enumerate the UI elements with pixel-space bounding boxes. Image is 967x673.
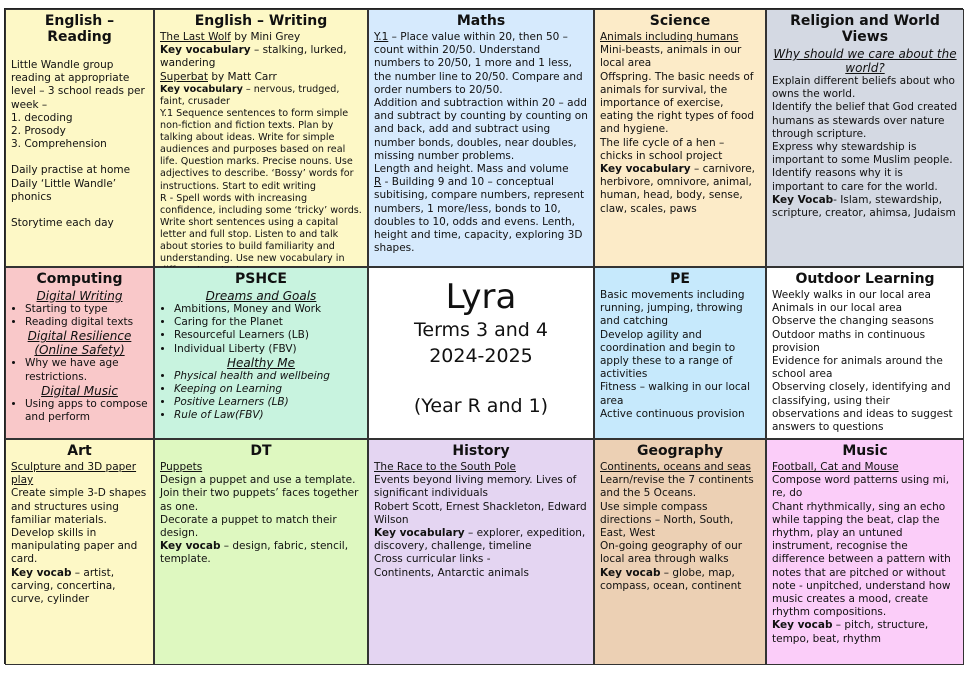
outdoor-learning-cell <box>766 267 964 439</box>
art-topic: Sculpture and 3D paper play <box>11 461 137 487</box>
dt-cell <box>154 439 368 665</box>
science-offspring: Offspring. The basic needs of animals for survival, the importance of exercise, eating the right types of food and hygiene. <box>600 70 755 136</box>
religion-vocab-label: Key Vocab <box>772 193 834 206</box>
religion-title: Religion and World Views <box>790 13 940 45</box>
school-year: 2024-2025 <box>429 345 533 367</box>
maths-place-value: – Place value within 20, then 50 – count within 20/50. Understand numbers to 20/50, 1 more and 1 less, the number line to 20/50. Compare and order numbers to 20/50. <box>374 31 583 96</box>
outdoor-observing: Observing closely, identifying and classifying, using their observations and ideas to suggest answers to questions <box>772 381 953 434</box>
history-cross-curricular: Cross curricular links - <box>374 553 491 566</box>
outdoor-weekly-walks: Weekly walks in our local area <box>772 289 931 301</box>
pe-fitness: Fitness – walking in our local area <box>600 381 750 407</box>
terms-label: Terms 3 and 4 <box>414 319 548 341</box>
pshce-item: • Rule of Law(FBV) <box>174 409 362 422</box>
writing-book-last-wolf: The Last Wolf <box>160 31 231 43</box>
religion-beliefs: Explain different beliefs about who owns the world. <box>772 75 955 101</box>
maths-title: Maths <box>456 13 506 29</box>
year-group: (Year R and 1) <box>413 395 549 417</box>
geography-topic: Continents, oceans and seas <box>600 461 751 473</box>
computing-sub-digital-resilience: Digital Resilience (Online Safety) <box>27 329 132 358</box>
history-vocab-label: Key vocabulary <box>374 527 465 540</box>
religion-vocab-text: - Islam, stewardship, scripture, creator, ahimsa, Judaism <box>772 193 956 220</box>
geography-cell <box>594 439 766 665</box>
pshce-sub-dreams-goals: Dreams and Goals <box>205 289 317 303</box>
science-topic: Animals including humans <box>600 31 739 43</box>
writing-r-objectives: R - Spell words with increasing confidence, including some ‘tricky’ words. Write short sentences using a capital letter and full stop. Listen to and talk about stories to build familiarity and understanding. Use new vocabulary in <box>160 192 362 265</box>
writing-vocab1-text: – stalking, lurked, wandering <box>160 44 347 70</box>
english-writing-cell <box>154 9 368 267</box>
dt-design: Design a puppet and use a template. <box>160 474 356 487</box>
reading-item-comprehension: 3. Comprehension <box>11 138 107 151</box>
maths-length-mass: Length and height. Mass and volume <box>374 163 569 176</box>
reading-daily-practise: Daily practise at home <box>11 164 131 177</box>
religion-reasons: Identify reasons why it is important to care for the world. <box>772 167 938 193</box>
computing-item: • Why we have age restrictions. <box>25 357 148 383</box>
religion-stewards: Identify the belief that God created humans as stewards over nature through scripture. <box>772 101 958 140</box>
pshce-item: • Ambitions, Money and Work <box>174 303 362 316</box>
computing-item: • Using apps to compose and perform <box>25 398 148 424</box>
maths-addition-subtraction: Addition and subtraction within 20 – add and subtract by counting by counting on and back, add and subtract using number bonds, doubles, near doubles, missing number problems. <box>374 97 588 162</box>
dt-vocab-label: Key vocab <box>160 540 221 553</box>
music-topic: Football, Cat and Mouse <box>772 461 899 473</box>
writing-vocab2-text: – nervous, trudged, faint, crusader <box>160 83 340 107</box>
art-description: Create simple 3-D shapes and structures using familiar materials. Develop skills in manipulating paper and card. <box>11 487 147 566</box>
dt-vocab-text: – design, fabric, stencil, template. <box>160 540 349 566</box>
science-vocab-text: – carnivore, herbivore, omnivore, animal, human, head, body, sense, claw, scales, paws <box>600 163 755 215</box>
pshce-item: • Caring for the Planet <box>174 316 362 329</box>
music-chant: Chant rhythmically, sing an echo while tapping the beat, clap the rhythm, play an untuned instrument, recognise the difference between a pattern with notes that are pitched or without note - unpitched, understand how music creates a mood, create rhythm compositions. <box>772 500 951 619</box>
pshce-item: • Resourceful Learners (LB) <box>174 329 362 342</box>
science-minibeasts: Mini-beasts, animals in our local area <box>600 44 742 70</box>
history-cell <box>368 439 594 665</box>
reading-item-decoding: 1. decoding <box>11 111 73 124</box>
science-title: Science <box>649 13 711 29</box>
writing-book-last-wolf-author: by Mini Grey <box>230 31 301 43</box>
writing-book-superbat-author: by Matt Carr <box>207 70 277 83</box>
pe-agility: Develop agility and coordination and begin to apply these to a range of activities <box>600 328 736 381</box>
geography-continents: Learn/revise the 7 continents and the 5 Oceans. <box>600 474 754 500</box>
pe-title: PE <box>670 271 690 287</box>
reading-item-prosody: 2. Prosody <box>11 125 66 138</box>
writing-book-superbat: Superbat <box>160 70 208 83</box>
reading-storytime: Storytime each day <box>11 217 114 230</box>
writing-vocab1-label: Key vocabulary <box>160 44 251 57</box>
music-cell <box>766 439 964 665</box>
science-vocab-label: Key vocabulary <box>600 163 691 176</box>
dt-join: Join their two puppets’ faces together as one. <box>160 487 359 513</box>
history-vocab-text: – explorer, expedition, discovery, challenge, timeline <box>374 527 586 553</box>
outdoor-seasons: Observe the changing seasons <box>772 315 934 328</box>
pshce-title: PSHCE <box>235 271 287 287</box>
dt-title: DT <box>250 443 272 459</box>
computing-title: Computing <box>36 271 123 287</box>
english-reading-cell <box>5 9 154 267</box>
outdoor-evidence: Evidence for animals around the school area <box>772 355 943 381</box>
music-compose: Compose word patterns using mi, re, do <box>772 474 950 500</box>
religion-cell <box>766 9 964 267</box>
computing-item: • Starting to type <box>25 303 148 316</box>
dt-topic: Puppets <box>160 461 203 473</box>
maths-y1-label: Y.1 <box>374 31 389 43</box>
dt-decorate: Decorate a puppet to match their design. <box>160 513 337 540</box>
maths-r-label: R <box>374 176 382 189</box>
english-reading-title: English – Reading <box>44 13 115 45</box>
pshce-item: • Keeping on Learning <box>174 383 362 396</box>
geography-vocab-label: Key vocab <box>600 566 661 579</box>
maths-cell <box>368 9 594 267</box>
religion-subtitle: Why should we care about the world? <box>773 47 957 75</box>
history-events: Events beyond living memory. Lives of significant individuals <box>374 474 577 500</box>
history-links: Continents, Antarctic animals <box>374 566 529 579</box>
outdoor-animals: Animals in our local area <box>772 302 903 315</box>
art-title: Art <box>67 443 92 459</box>
geography-compass: Use simple compass directions – North, South, East, West <box>600 500 734 540</box>
music-title: Music <box>842 443 888 459</box>
class-title-cell <box>368 267 594 439</box>
religion-muslim: Express why stewardship is important to some Muslim people. <box>772 141 953 167</box>
reading-intro: Little Wandle group reading at appropriate level – 3 school reads per week – <box>11 59 145 111</box>
writing-y1-objectives: Y.1 Sequence sentences to form simple non-fiction and fiction texts. Plan by talking about ideas. Write for simple audiences and purposes based on real life. Question marks. Precise nouns. Use adjectives to describe. ‘Bossy’ words for instructions. Start to edit writing <box>160 108 354 192</box>
science-life-cycle: The life cycle of a hen – chicks in school project <box>600 136 725 162</box>
computing-sub-digital-music: Digital Music <box>41 383 118 398</box>
maths-reception: - Building 9 and 10 – conceptual subitising, compare numbers, represent numbers, 1 more/less, bonds to 10, doubles to 10, odds and evens. Lenth, height and time, capacity, exploring 3D shapes. <box>374 176 585 255</box>
computing-sub-digital-writing: Digital Writing <box>36 289 123 303</box>
outdoor-maths: Outdoor maths in continuous provision <box>772 328 926 354</box>
pshce-sub-healthy-me: Healthy Me <box>226 355 296 370</box>
pe-continuous-provision: Active continuous provision <box>600 407 745 420</box>
geography-local-area: On-going geography of our local area through walks <box>600 540 743 566</box>
computing-item: • Reading digital texts <box>25 316 148 329</box>
geography-title: Geography <box>636 443 724 459</box>
pe-basic-movements: Basic movements including running, jumping, throwing and catching <box>600 289 745 328</box>
pshce-item: • Individual Liberty (FBV) <box>174 343 362 356</box>
pshce-item: • Positive Learners (LB) <box>174 396 362 409</box>
art-vocab-label: Key vocab <box>11 566 72 579</box>
music-vocab-label: Key vocab <box>772 619 833 632</box>
reading-daily-phonics: Daily ‘Little Wandle’ phonics <box>11 177 117 203</box>
geography-vocab-text: – globe, map, compass, ocean, continent <box>600 566 742 592</box>
history-title: History <box>452 443 510 459</box>
class-name: Lyra <box>445 277 517 317</box>
outdoor-learning-title: Outdoor Learning <box>795 271 935 287</box>
history-individuals: Robert Scott, Ernest Shackleton, Edward Wilson <box>374 500 587 526</box>
pshce-item: • Physical health and wellbeing <box>174 370 362 383</box>
science-cell <box>594 9 766 267</box>
art-cell <box>5 439 154 665</box>
curriculum-grid <box>4 8 963 664</box>
writing-vocab2-label: Key vocabulary <box>160 83 243 95</box>
music-vocab-text: – pitch, structure, tempo, beat, rhythm <box>772 619 929 645</box>
history-topic: The Race to the South Pole <box>374 461 516 473</box>
pe-cell <box>594 267 766 439</box>
computing-cell <box>5 267 154 439</box>
pshce-cell <box>154 267 368 439</box>
art-vocab-text: – artist, carving, concertina, curve, cylinder <box>11 566 116 606</box>
english-writing-title: English – Writing <box>194 13 328 29</box>
